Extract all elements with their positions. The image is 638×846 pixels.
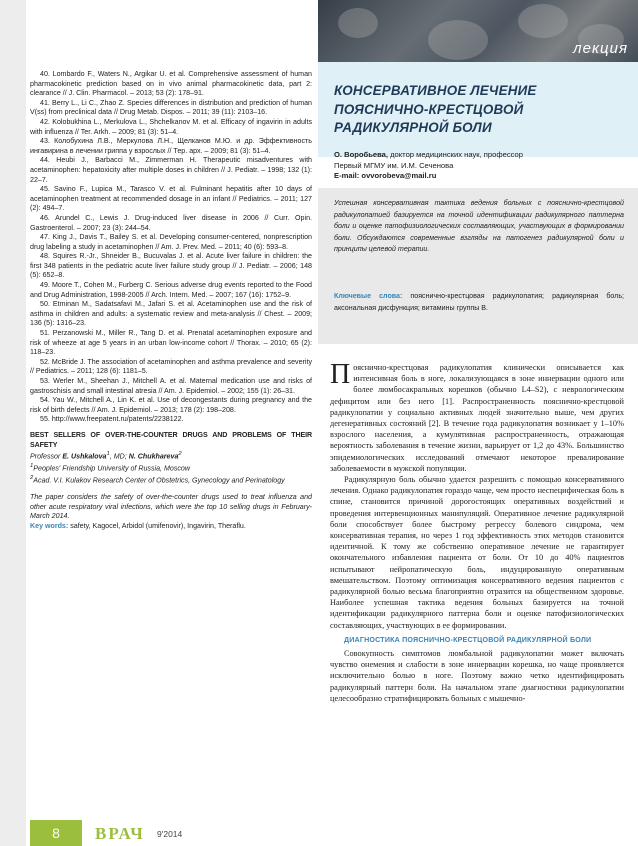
page-margin-strip — [0, 0, 26, 846]
body-paragraph: Радикулярную боль обычно удается разрешить с помощью консервативного лечения. Однако радикулопатия гораздо чаще, чем просто неспецифическая боль в спине, становится причиной дорогостоящих оперативных воздействий и проведения интервенционных манипуляций. Оперативное лечение радикулярной боли способствует более быстрому регрессу болевого синдрома, чем консервативная терапия, но через 1 год эффективность этих методов становится идентичной. К тому же собственно оперативное лечение не гарантирует окончательного избавления пациента от боли. От 10 до 40% пациентов испытывают нейропатическую боль, индуцированную оперативным вмешательством. Поэтому оптимизация консервативного ведения пациентов с радикулярной болью весьма благоприятно отразится на общественном здоровье. Наиболее успешная тактика ведения больных базируется на точной идентификации радикулярного паттерна боли и оценке патофизиологических составляющих, участвующих в ее формировании. — [330, 475, 624, 630]
english-title: BEST SELLERS OF OVER-THE-COUNTER DRUGS AND PROBLEMS OF THEIR SAFETY — [30, 430, 312, 449]
keywords — [334, 291, 624, 314]
author-affiliation: Первый МГМУ им. И.М. Сеченова — [334, 160, 454, 170]
journal-name: ВРАЧ — [95, 824, 145, 843]
reference-item: 40. Lombardo F., Waters N., Argikar U. et al. Comprehensive assessment of human pharmacokinetic prediction based on in vivo animal pharmacokinetic data, part 2: clearance // J. Clin. Pharmacol. – 2013; 53 (2): 178–91. — [30, 70, 312, 98]
reference-item: 41. Berry L., Li C., Zhao Z. Species differences in distribution and prediction of human V(ss) from preclinical data // Drug Metab. Dispos. – 2011; 39 (11): 2103–16. — [30, 98, 312, 117]
page-number: 8 — [30, 820, 82, 846]
reference-item: 50. Etminan M., Sadatsafavi M., Jafari S. et al. Acetaminophen use and the risk of asthma in children and adults: a systematic review and meta-analysis // Chest. – 2009; 136 (5): 1316–23. — [30, 300, 312, 328]
reference-item: 43. Колобухина Л.В., Меркулова Л.Н., Щелканов М.Ю. и др. Эффективность ингавирина в лечении гриппа у взрослых // Тер. арх. – 2009; 81 (3): 51–4. — [30, 137, 312, 155]
keywords-label: Ключевые слова: — [334, 292, 403, 300]
english-authors — [30, 450, 312, 486]
reference-item: 51. Perzanowski M., Miller R., Tang D. et al. Prenatal acetaminophen exposure and risk of wheeze at age 5 years in an urban low-income cohort // Thorax. – 2010; 65 (2): 118–23. — [30, 329, 312, 357]
author-email: E-mail: ovvorobeva@mail.ru — [334, 171, 437, 180]
title-line: КОНСЕРВАТИВНОЕ ЛЕЧЕНИЕ — [334, 83, 537, 98]
affiliation-superscript: 2 — [30, 475, 34, 482]
affiliation-superscript: 1 — [30, 463, 34, 470]
section-label: лекция — [573, 40, 628, 57]
author-separator: , MD; — [109, 452, 129, 461]
reference-item: 52. McBride J. The association of acetaminophen and asthma prevalence and severity // Pediatrics. – 2011; 128 (6): 1181–5. — [30, 357, 312, 376]
reference-item: 54. Yau W., Mitchell A., Lin K. et al. Use of decongestants during pregnancy and the risk of birth defects // Am. J. Epidemiol. – 2013; 178 (2): 198–208. — [30, 396, 312, 414]
author-block — [334, 150, 624, 182]
reference-item: 45. Savino F., Lupica M., Tarasco V. et al. Fulminant hepatitis after 10 days of acetaminophen treatment at recommended dosage in an infant // Pediatrics. – 2011; 127 (2): 494–7. — [30, 185, 312, 213]
english-keywords — [30, 522, 312, 532]
reference-item: 42. Kolobukhina L., Merkulova L., Shchelkanov M. et al. Efficacy of ingavirin in adults with influenza // Ter. Arkh. – 2009; 81 (3): 51–4. — [30, 117, 312, 136]
author-superscript: 2 — [178, 451, 182, 458]
keywords-label: Key words: — [30, 521, 69, 530]
issue-number: 9'2014 — [157, 829, 183, 839]
left-column — [30, 70, 312, 531]
reference-item: 49. Moore T., Cohen M., Furberg C. Serious adverse drug events reported to the Food and Drug Administration, 1998-2005 // Arch. Intern. Med. – 2007; 167 (16): 1752–9. — [30, 281, 312, 299]
title-line: РАДИКУЛЯРНОЙ БОЛИ — [334, 120, 492, 135]
title-line: ПОЯСНИЧНО-КРЕСТЦОВОЙ — [334, 101, 524, 117]
body-paragraph — [330, 359, 624, 474]
author-degree: доктор медицинских наук, профессор — [388, 150, 523, 159]
keywords-text: safety, Kagocel, Arbidol (umifenovir), Ingavirin, Theraflu. — [68, 521, 246, 530]
reference-item: 46. Arundel C., Lewis J. Drug-induced liver disease in 2006 // Curr. Opin. Gastroenterol. – 2007; 23 (3): 244–54. — [30, 213, 312, 232]
reference-item: 47. King J., Davis T., Bailey S. et al. Developing consumer-centered, nonprescription drug labeling a study in acetaminophen // Am. J. Prev. Med. – 2011; 40 (6): 593–8. — [30, 233, 312, 251]
author-name: О. Воробьева, — [334, 150, 389, 159]
affiliation: Acad. V.I. Kulakov Research Center of Obstetrics, Gynecology and Perinatology — [33, 476, 285, 485]
affiliation: Peoples' Friendship University of Russia, Moscow — [33, 464, 190, 473]
abstract: Успешная консервативная тактика ведения больных с пояснично-крестцовой радикулопатией базируется на точной идентификации радикулярного паттерна боли и оценке патофизиологических составляющих, участвующих в формировании боли. Обсуждаются современные взгляды на патогенез радикулярной боли и принципы целевой терапии. — [334, 199, 624, 253]
author-superscript: 1 — [106, 451, 110, 458]
reference-item: 53. Werler M., Sheehan J., Mitchell A. et al. Maternal medication use and risks of gastroschisis and small intestinal atresia // Am. J. Epidemiol. – 2002; 155 (1): 26–31. — [30, 377, 312, 395]
drop-cap: П — [330, 359, 351, 390]
author-name: N. Chukhareva — [128, 452, 179, 461]
reference-item: 55. http://www.freepatent.ru/patents/2238122. — [40, 415, 184, 424]
body-paragraph: Совокупность симптомов люмбальной радикулопатии может включать чувство онемения и слабости в зоне иннервации корешка, но чаще проявляется исключительно болью в ноге. Поэтому важно четко идентифицировать радикулярный паттерн боли. На начальном этапе диагностики радикулопатии целесообразно стратифицировать больных с мышечно- — [330, 649, 624, 703]
section-heading: ДИАГНОСТИКА ПОЯСНИЧНО-КРЕСТЦОВОЙ РАДИКУЛЯРНОЙ БОЛИ — [344, 635, 592, 644]
article-title — [334, 82, 624, 138]
article-body — [330, 359, 624, 704]
english-abstract: The paper considers the safety of over-the-counter drugs used to treat influenza and other acute respiratory viral infections, which were the top 10 selling drugs in February-March 2014. — [30, 493, 312, 521]
author-prefix: Professor — [30, 452, 63, 461]
reference-item: 48. Squires R.-Jr., Shneider B., Bucuvalas J. et al. Acute liver failure in children: the first 348 patients in the pediatric acute liver failure study group // J. Pediatr. – 2006; 148 (5): 652–8. — [30, 252, 312, 280]
author-name: E. Ushkalova — [62, 452, 107, 461]
paragraph-text: ояснично-крестцовая радикулопатия клинически описывается как интенсивная боль в ноге, локализующаяся в зоне иннервации одного или более люмбосакральных корешков (обычно L4–S2), с неврологическим дефицитом или без него [1]. Распространенность пояснично-крестцовой радикулопатии у социально активных людей значительно выше, чем других дегенеративных состояний [2]. В течение года радикулопатия возникает у 1–10% взрослого населения, а кумулятивная распространенность, отражающая вероятность заболевания в течение жизни, варьирует от 1,2 до 43%. Большинство эпидемиологических исследований отмечают некоторое превалирование заболеваемости в мужской популяции. — [330, 363, 624, 473]
reference-list — [30, 70, 312, 425]
reference-item: 44. Heubi J., Barbacci M., Zimmerman H. Therapeutic misadventures with acetaminophen: hepatoxicity after multiple doses in children // J. Pediatr. – 1998; 132 (1): 22–7. — [30, 156, 312, 184]
keywords-text: пояснично-крестцовая радикулопатия; радикулярная боль; аксональная дисфункция; витамины группы В. — [334, 292, 624, 312]
